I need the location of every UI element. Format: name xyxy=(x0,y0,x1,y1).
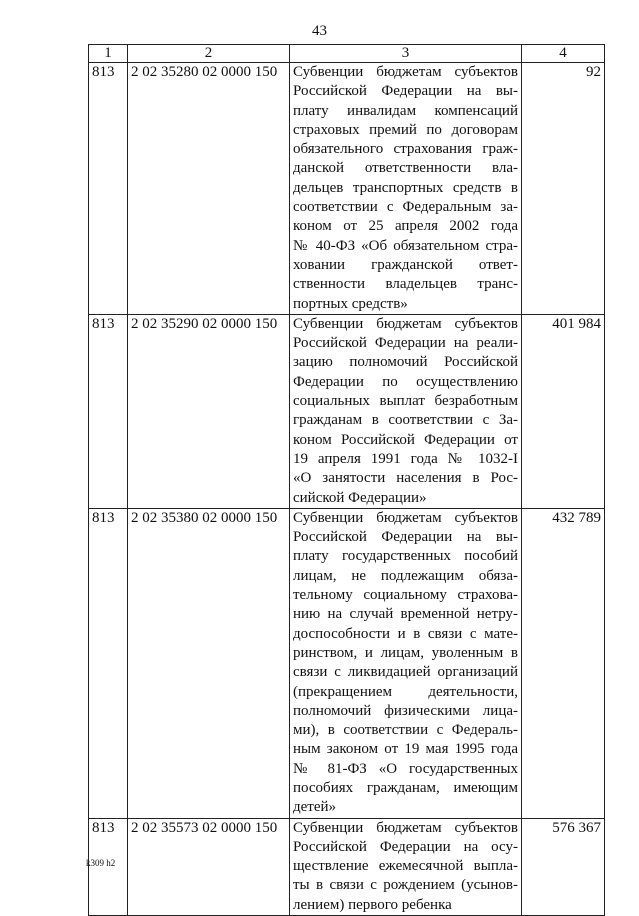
revenue-name-line: Субвенции бюджетам субъектов xyxy=(293,315,518,332)
revenue-name-line: № 40-ФЗ «Об обязательном стра- xyxy=(293,237,518,254)
table-row xyxy=(89,314,605,508)
amount-cell: 576 367 xyxy=(522,818,605,915)
revenue-name-line: ховании гражданской ответ- xyxy=(293,256,518,273)
column-header-name: 3 xyxy=(290,45,522,63)
table-body xyxy=(89,63,605,916)
revenue-name-line: коном Российской Федерации от xyxy=(293,431,518,448)
revenue-name-line: зацию полномочий Российской xyxy=(293,354,518,371)
revenue-name-line: лицам, не подлежащим обяза- xyxy=(293,567,518,584)
revenue-name-line: плату инвалидам компенсаций xyxy=(293,102,518,119)
column-header-code: 2 xyxy=(128,45,290,63)
revenue-name-line: Субвенции бюджетам субъектов xyxy=(293,819,518,836)
revenue-name-line: социальных выплат безработным xyxy=(293,393,518,410)
revenue-name-line: ты в связи с рождением (усынов- xyxy=(293,877,518,894)
revenue-name-line: дельцев транспортных средств в xyxy=(293,179,518,196)
revenue-name-line: соответствии с Федеральным за- xyxy=(293,199,518,216)
table-row xyxy=(89,508,605,818)
revenue-name-line: ми), в соответствии с Федераль- xyxy=(293,722,518,739)
budget-table xyxy=(88,44,605,916)
revenue-name-line: связи с ликвидацией организаций xyxy=(293,664,518,681)
revenue-name-line: гражданам в соответствии с За- xyxy=(293,412,518,429)
revenue-name-line: обязательного страхования граж- xyxy=(293,141,518,158)
revenue-name-line: страховых премий по договорам xyxy=(293,121,518,138)
revenue-name-line: Российской Федерации на вы- xyxy=(293,529,518,546)
column-header-amount: 4 xyxy=(522,45,605,63)
admin-code-cell: 813 xyxy=(89,63,128,315)
revenue-name-line: ществление ежемесячной выпла- xyxy=(293,858,518,875)
revenue-name-line: лением) первого ребенка xyxy=(293,896,452,913)
revenue-name-line: ринством, и лицам, уволенным в xyxy=(293,644,518,661)
table-row xyxy=(89,818,605,915)
revenue-name-line: нию на случай временной нетру- xyxy=(293,606,518,623)
amount-cell: 401 984 xyxy=(522,314,605,508)
amount-cell: 92 xyxy=(522,63,605,315)
revenue-name-line: № 81-ФЗ «О государственных xyxy=(293,760,518,777)
budget-classification-code-cell: 2 02 35280 02 0000 150 xyxy=(128,63,290,315)
revenue-name-line: ственности владельцев транс- xyxy=(293,276,518,293)
revenue-name-line: плату государственных пособий xyxy=(293,548,518,565)
revenue-name-line: портных средств» xyxy=(293,295,408,312)
revenue-name-line: Субвенции бюджетам субъектов xyxy=(293,64,518,80)
revenue-name-line: ным законом от 19 мая 1995 года xyxy=(293,741,518,758)
revenue-name-line: коном от 25 апреля 2002 года xyxy=(293,218,518,235)
revenue-name-line: данской ответственности вла- xyxy=(293,160,518,177)
table-header-row xyxy=(89,45,605,63)
revenue-name-cell xyxy=(290,63,522,315)
revenue-name-line: Российской Федерации на осу- xyxy=(293,838,518,855)
budget-classification-code-cell: 2 02 35573 02 0000 150 xyxy=(128,818,290,915)
admin-code-cell: 813 xyxy=(89,508,128,818)
document-code: k309 h2 xyxy=(86,858,116,868)
budget-classification-code-cell: 2 02 35290 02 0000 150 xyxy=(128,314,290,508)
revenue-name-line: сийской Федерации» xyxy=(293,489,427,506)
revenue-name-line: (прекращением деятельности, xyxy=(293,683,518,700)
revenue-name-cell xyxy=(290,818,522,915)
revenue-name-line: доспособности и в связи с мате- xyxy=(293,625,518,642)
revenue-name-line: пособиях гражданам, имеющим xyxy=(293,779,518,796)
table-row xyxy=(89,63,605,315)
revenue-name-line: Российской Федерации на вы- xyxy=(293,83,518,100)
revenue-name-line: детей» xyxy=(293,799,337,816)
admin-code-cell: 813 xyxy=(89,314,128,508)
revenue-name-cell xyxy=(290,314,522,508)
revenue-name-line: Субвенции бюджетам субъектов xyxy=(293,509,518,526)
revenue-name-line: Федерации по осуществлению xyxy=(293,373,518,390)
revenue-name-line: «О занятости населения в Рос- xyxy=(293,470,518,487)
revenue-name-cell xyxy=(290,508,522,818)
revenue-name-line: 19 апреля 1991 года № 1032-I xyxy=(293,450,518,467)
column-header-admin: 1 xyxy=(89,45,128,63)
revenue-name-line: тельному социальному страхова- xyxy=(293,587,518,604)
revenue-name-line: Российской Федерации на реали- xyxy=(293,335,518,352)
revenue-name-line: полномочий физическими лица- xyxy=(293,702,518,719)
budget-classification-code-cell: 2 02 35380 02 0000 150 xyxy=(128,508,290,818)
amount-cell: 432 789 xyxy=(522,508,605,818)
page-number: 43 xyxy=(312,23,327,39)
admin-code-cell: 813 xyxy=(89,818,128,915)
